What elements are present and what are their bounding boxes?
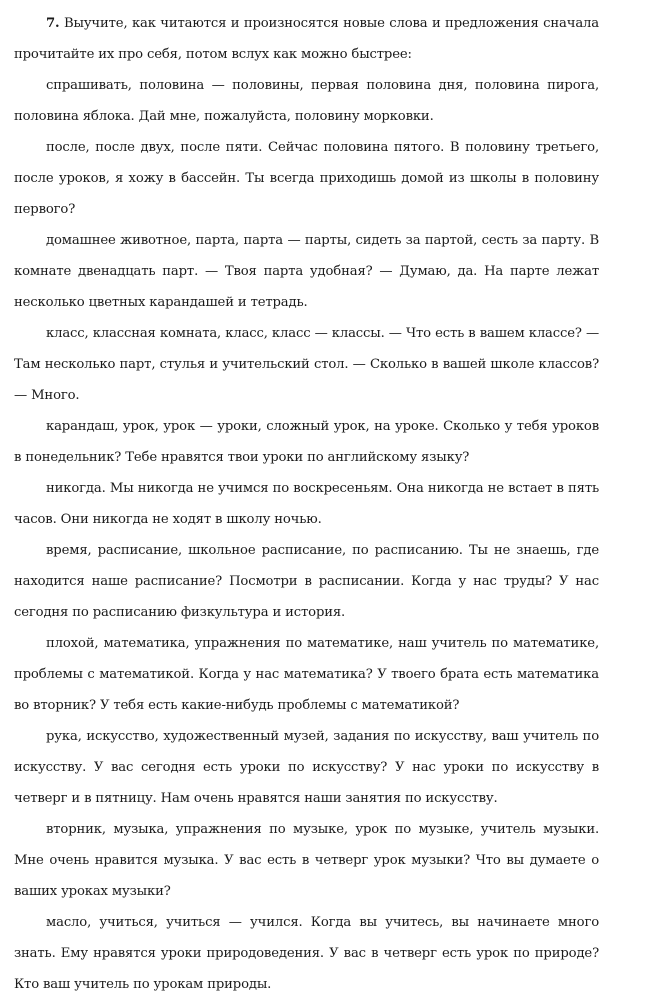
exercise-instruction [14, 8, 599, 70]
paragraph-class: класс, классная комната, класс, класс — классы. — Что есть в вашем классе? — Там несколько парт, стулья и учительский стол. — Сколько в вашей школе классов? — Много. [14, 326, 599, 403]
paragraph-lesson: карандаш, урок, урок — уроки, сложный урок, на уроке. Сколько у тебя уроков в понедельник? Тебе нравятся твои уроки по английскому языку? [14, 419, 599, 465]
exercise-page [14, 8, 599, 1000]
paragraph-study: масло, учиться, учиться — учился. Когда вы учитесь, вы начинаете много знать. Ему нравятся уроки природоведения. У вас в четверг есть урок по природе? Кто ваш учитель по урокам природы. [14, 915, 599, 992]
exercise-number: 7. [46, 16, 60, 31]
exercise-instruction-text: Выучите, как читаются и произносятся новые слова и предложения сначала прочитайте их про себя, потом вслух как можно быстрее: [14, 16, 599, 62]
paragraph-desk: домашнее животное, парта, парта — парты, сидеть за партой, сесть за парту. В комнате двенадцать парт. — Твоя парта удобная? — Думаю, да. На парте лежат несколько цветных карандашей и тетрадь. [14, 233, 599, 310]
paragraph-art: рука, искусство, художественный музей, задания по искусству, ваш учитель по искусству. У вас сегодня есть уроки по искусству? У нас уроки по искусству в четверг и в пятницу. Нам очень нравятся наши занятия по искусству. [14, 729, 599, 806]
paragraph-timetable: время, расписание, школьное расписание, по расписанию. Ты не знаешь, где находится наше расписание? Посмотри в расписании. Когда у нас труды? У нас сегодня по расписанию физкультура и история. [14, 543, 599, 620]
paragraph-never: никогда. Мы никогда не учимся по воскресеньям. Она никогда не встает в пять часов. Они никогда не ходят в школу ночью. [14, 481, 599, 527]
paragraph-maths: плохой, математика, упражнения по математике, наш учитель по математике, проблемы с математикой. Когда у нас математика? У твоего брата есть математика во вторник? У тебя есть какие-нибудь проблемы с математикой? [14, 636, 599, 713]
paragraph-music: вторник, музыка, упражнения по музыке, урок по музыке, учитель музыки. Мне очень нравится музыка. У вас есть в четверг урок музыки? Что вы думаете о ваших уроках музыки? [14, 822, 599, 899]
paragraph-after: после, после двух, после пяти. Сейчас половина пятого. В половину третьего, после уроков, я хожу в бассейн. Ты всегда приходишь домой из школы в половину первого? [14, 140, 599, 217]
paragraph-half: спрашивать, половина — половины, первая половина дня, половина пирога, половина яблока. Дай мне, пожалуйста, половину морковки. [14, 78, 599, 124]
